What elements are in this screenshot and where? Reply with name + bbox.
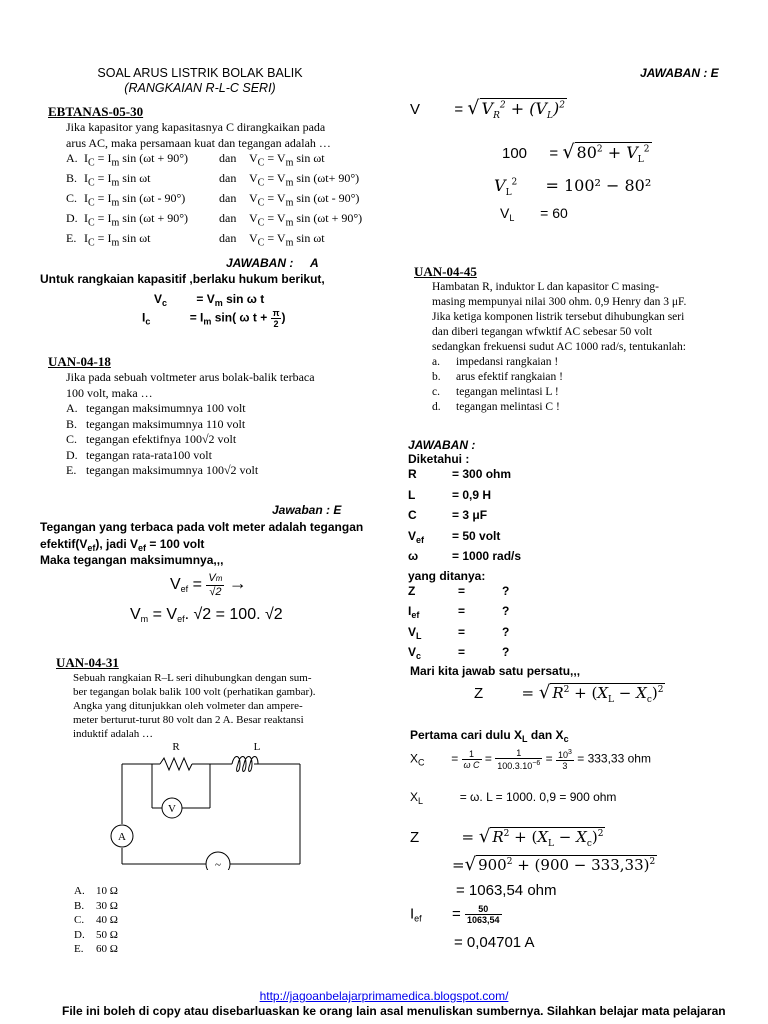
equation-z-result: = 1063,54 ohm	[456, 882, 557, 899]
page-subtitle: (RANGKAIAN R-L-C SERI)	[124, 81, 276, 95]
option-item	[74, 884, 404, 899]
option-text: tegangan rata-rata100 volt	[86, 447, 212, 462]
equation-vef: $V_{ef}$ = $\frac{Vm}{√2}$ →	[170, 572, 247, 598]
known-key: R	[408, 467, 417, 481]
option-text: tegangan maksimumnya 100 volt	[86, 401, 246, 415]
answer-label: Jawaban : E	[272, 503, 342, 517]
question-text: meter berturut-turut 80 volt dan 2 A. Besar reaktansi	[73, 714, 304, 726]
option-key: C.	[66, 432, 78, 446]
question-text: sedangkan frekuensi sudut AC 1000 rad/s, tentukanlah:	[432, 341, 686, 353]
option-left: $I_C = I_m$ sin ωt	[84, 230, 151, 248]
explanation-text: Tegangan yang terbaca pada volt meter adalah tegangan	[40, 520, 364, 534]
question-text: Jika ketiga komponen listrik tersebut dihubungkan seri	[432, 311, 685, 323]
option-item	[66, 211, 378, 231]
question-code: EBTANAS-05-30	[48, 104, 144, 119]
option-and: dan	[219, 151, 237, 165]
sub-key: b.	[432, 371, 441, 383]
question-text: Hambatan R, induktor L dan kapasitor C masing-	[432, 281, 659, 293]
question-uan-04-45	[414, 264, 739, 415]
option-item	[66, 191, 378, 211]
option-key: D.	[74, 928, 85, 941]
option-key: A.	[74, 885, 85, 897]
asked-equals: =	[458, 604, 466, 618]
option-item	[66, 171, 378, 191]
ammeter-label: A	[118, 831, 126, 843]
inductor-label: L	[253, 741, 261, 753]
option-right: $V_C = V_m$ sin ωt	[249, 151, 325, 169]
asked-key-sub: ef	[411, 610, 420, 620]
question-text: 100 volt, maka …	[66, 385, 153, 400]
asked-key-sub: c	[416, 651, 422, 661]
equation-xl: $X_L = \omega$. L = 1000. 0,9 = 900 ohm	[410, 790, 617, 806]
option-item	[74, 942, 404, 957]
asked-key-sub: L	[416, 630, 422, 641]
known-key: L	[408, 487, 416, 502]
option-key: A.	[66, 401, 78, 415]
option-key: E.	[66, 230, 77, 245]
question-uan-04-31	[56, 655, 386, 741]
question-code: UAN-04-45	[414, 264, 477, 279]
question-text: Sebuah rangkaian R–L seri dihubungkan dengan sum-	[73, 672, 312, 684]
option-item	[66, 231, 378, 251]
sub-key: c.	[432, 386, 440, 398]
sub-text: tegangan melintasi C !	[456, 401, 560, 413]
equation-ic: $I_c = I_m$ sin( ω t + $\frac{\pi}{2}$ )	[142, 308, 286, 329]
option-item	[66, 417, 378, 433]
resistor-symbol	[160, 758, 192, 770]
page-title: SOAL ARUS LISTRIK BOLAK BALIK	[97, 66, 303, 80]
question-text: Jika pada sebuah voltmeter arus bolak-balik terbaca	[66, 370, 315, 384]
known-key: C	[408, 508, 417, 522]
option-key: C.	[66, 190, 78, 205]
option-key: A.	[66, 151, 78, 165]
rl-circuit-diagram	[104, 738, 314, 870]
asked-key: V	[408, 645, 417, 659]
question-uan-04-18	[48, 354, 378, 479]
asked-equals: =	[458, 583, 466, 598]
sub-question-item	[432, 385, 739, 400]
option-key: B.	[66, 170, 78, 185]
option-left: $I_C = I_m$ sin (ωt + 90°)	[84, 210, 189, 229]
option-right: $V_C = V_m$ sin ωt	[249, 230, 325, 248]
option-item	[66, 448, 378, 464]
equation-vm: $V_m = V_{ef}$. √2 = 100. √2	[130, 606, 283, 624]
option-item	[74, 899, 404, 914]
question-text: masing mempunyai nilai 300 ohm. 0,9 Henry dan 3 μF.	[432, 296, 687, 308]
answer-label: JAWABAN : E	[640, 66, 719, 80]
option-item	[66, 151, 378, 171]
known-value: = 0,9 H	[452, 487, 492, 502]
known-value: = 300 ohm	[452, 467, 512, 481]
intro-text: Mari kita jawab satu persatu,,,	[410, 664, 581, 678]
option-key: B.	[74, 899, 85, 912]
known-item	[408, 466, 733, 487]
question-code: UAN-04-31	[56, 655, 119, 670]
option-text: tegangan efektifnya 100√2 volt	[86, 432, 237, 446]
option-key: E.	[66, 463, 77, 477]
option-right: $V_C = V_m$ sin (ωt + 90°)	[249, 210, 363, 229]
equation-100: 100 = √ $80^2 + V_L^2$	[502, 140, 650, 166]
sub-question-item	[432, 370, 739, 385]
option-key: D.	[66, 447, 78, 462]
equation-z-sub: Z = √ $R^2 + (X_L - X_c)^2$	[410, 826, 604, 849]
option-left: $I_C = I_m$ sin (ωt + 90°)	[84, 151, 189, 169]
known-item	[408, 548, 733, 569]
sub-text: arus efektif rangkaian !	[456, 371, 563, 383]
known-item	[408, 487, 733, 508]
step-title: Pertama cari dulu $X_L$ dan $X_c$	[410, 728, 569, 744]
asked-key: V	[408, 624, 417, 639]
option-key: B.	[66, 416, 78, 431]
asked-item	[408, 603, 733, 624]
known-item	[408, 507, 733, 528]
known-item	[408, 528, 733, 549]
known-key-sub: ef	[416, 534, 425, 545]
asked-equals: =	[458, 645, 466, 659]
option-text: 10 Ω	[96, 885, 118, 897]
equation-xc: $X_C$ = $\frac{1}{\text{ω C}}$ = $\frac{1}{100.3.10^{-6}}$ = $\frac{10^3}{3}$ = 333,33 ohm	[410, 748, 651, 771]
asked-value: ?	[502, 624, 510, 639]
option-and: dan	[219, 230, 237, 245]
asked-key: I	[408, 604, 412, 618]
asked-item	[408, 624, 733, 645]
sub-key: a.	[432, 356, 440, 368]
option-and: dan	[219, 210, 237, 225]
equation-z-values: =√ $900^2 + (900 - 333,33)^2$	[452, 854, 656, 875]
sub-text: impedansi rangkaian !	[456, 356, 559, 368]
equation-vl-squared: $V_L^2 = 100^2 - 80^2$	[494, 176, 652, 199]
question-text: ber tegangan bolak balik 100 volt (perhatikan gambar).	[73, 686, 316, 698]
question-text: arus AC, maka persamaan kuat dan tegangan adalah …	[66, 135, 331, 150]
option-text: tegangan maksimumnya 110 volt	[86, 416, 246, 431]
option-text: 30 Ω	[96, 899, 118, 912]
option-left: $I_C = I_m$ sin ωt	[84, 170, 151, 189]
option-text: 50 Ω	[96, 928, 118, 941]
explanation-text: $efektif(V_{ef})$, jadi $V_{ef} = 100$ volt	[40, 537, 205, 553]
option-item	[66, 463, 378, 479]
question-text: Angka yang ditunjukkan oleh volmeter dan ampere-	[73, 700, 303, 712]
option-item	[66, 432, 378, 448]
asked-equals: =	[458, 624, 466, 639]
answer-section: JAWABAN : Diketahui : R = 300 ohm L = 0,9 H C = 3 μF $V_{ef} = 50$ volt ω = 1000 rad/s yang ditanya: Z = ? $I_{ef}$ = ? $V_L$ = ? $V_c$ = ?	[408, 438, 733, 665]
sub-question-item	[432, 400, 739, 415]
asked-value: ?	[502, 583, 510, 598]
asked-item	[408, 644, 733, 665]
question-text: induktif adalah …	[73, 728, 154, 740]
equation-v: V = √ $V_R^2 + (V_L)^2$	[410, 96, 565, 122]
equation-vl-result: $V_L = 60$	[500, 205, 568, 223]
footer-notice: File ini boleh di copy atau disebarluaskan ke orang lain asal menuliskan sumbernya. Silahkan belajar mata pelajaran	[62, 1004, 726, 1018]
option-key: E.	[74, 943, 84, 955]
option-and: dan	[219, 170, 237, 185]
sub-text: tegangan melintasi L !	[456, 386, 559, 398]
option-item	[74, 913, 404, 928]
option-text: 60 Ω	[96, 943, 118, 955]
asked-value: ?	[502, 645, 510, 659]
known-value: = 1000 rad/s	[452, 549, 522, 563]
question-ebtanas-05-30	[48, 104, 378, 250]
options-list	[74, 884, 404, 957]
option-item	[74, 928, 404, 943]
equation-ief-result: = 0,04701 A	[454, 934, 535, 951]
question-code: UAN-04-18	[48, 354, 111, 369]
voltmeter-label: V	[168, 803, 176, 815]
option-key: D.	[66, 210, 78, 225]
sub-key: d.	[432, 401, 441, 413]
explanation-text: Untuk rangkaian kapasitif ,berlaku hukum berikut,	[40, 272, 325, 286]
known-value: = 3 μF	[452, 508, 488, 522]
asked-item	[408, 583, 733, 604]
sub-question-item	[432, 355, 739, 370]
option-key: C.	[74, 914, 85, 926]
source-link[interactable]: http://jagoanbelajarprimamedica.blogspot.com/	[259, 989, 509, 1003]
source-label: ~	[215, 859, 221, 870]
equation-z-formula: Z = √ $R^2 + (X_L - X_c)^2$	[474, 682, 664, 705]
question-text: dan diberi tegangan wfwktif AC sebesar 50 volt	[432, 326, 653, 338]
resistor-label: R	[172, 741, 180, 753]
answer-label: JAWABAN : A	[226, 256, 319, 270]
option-right: $V_C = V_m$ sin (ωt+ 90°)	[249, 170, 360, 189]
known-key: V	[408, 528, 417, 543]
explanation-text: Maka tegangan maksimumnya,,,	[40, 553, 224, 567]
option-item	[66, 401, 378, 417]
option-right: $V_C = V_m$ sin (ωt - 90°)	[249, 190, 360, 209]
option-and: dan	[219, 190, 237, 205]
option-left: $I_C = I_m$ sin (ωt - 90°)	[84, 190, 186, 209]
option-text: tegangan maksimumnya 100√2 volt	[86, 463, 259, 477]
asked-value: ?	[502, 604, 510, 618]
equation-vc: $V_c = V_m$ sin ω t	[154, 292, 265, 308]
known-key: ω	[408, 549, 419, 563]
asked-key: Z	[408, 583, 416, 598]
known-value: = 50 volt	[452, 528, 501, 543]
equation-ief: $I_{ef}$ = $\frac{50}{1063,54}$	[410, 904, 500, 925]
question-text: Jika kapasitor yang kapasitasnya C dirangkaikan pada	[66, 120, 326, 134]
option-text: 40 Ω	[96, 914, 118, 926]
